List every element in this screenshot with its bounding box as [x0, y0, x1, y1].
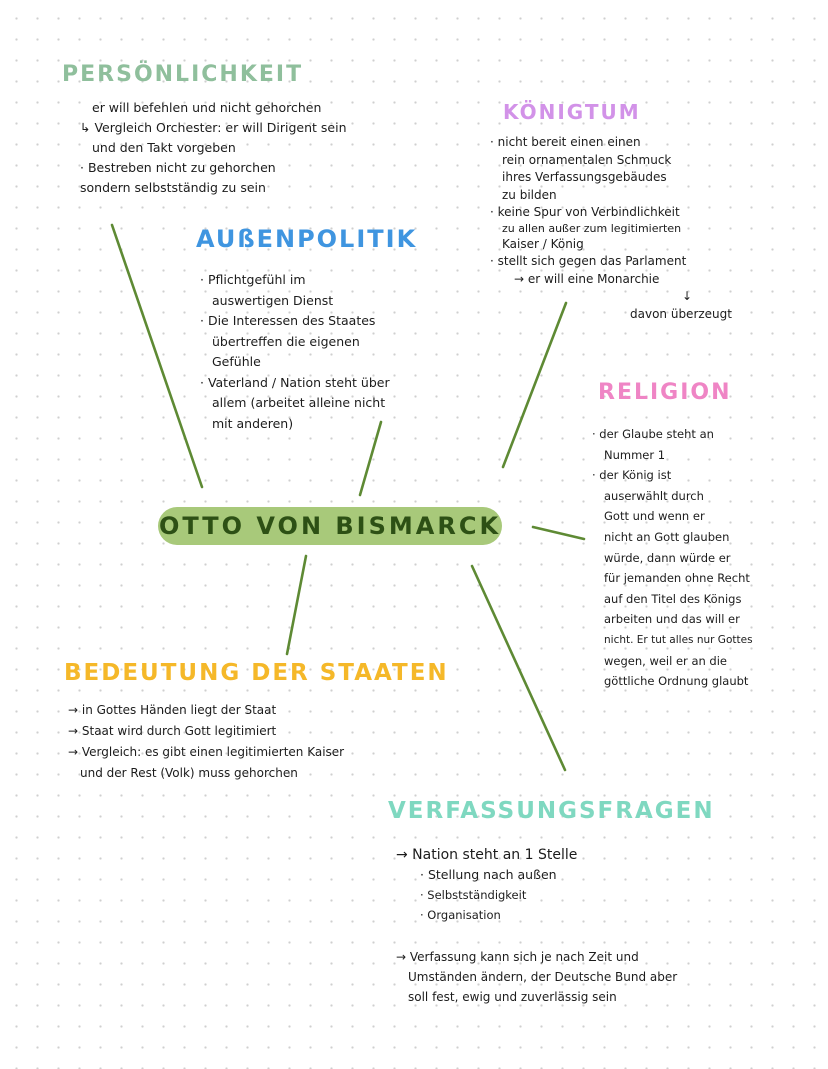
bedeutung-notes [68, 700, 344, 784]
verfassungsfragen-line: → Verfassung kann sich je nach Zeit und [396, 950, 639, 964]
bedeutung-heading: BEDEUTUNG DER STAATEN [64, 660, 449, 686]
aussenpolitik-line: · Vaterland / Nation steht über [200, 374, 390, 390]
konigtum-line: · stellt sich gegen das Parlament [490, 254, 687, 268]
personlichkeit-heading: PERSÖNLICHKEIT [62, 62, 304, 87]
religion-line: auserwählt durch [604, 488, 704, 503]
konigtum-heading: KÖNIGTUM [503, 100, 641, 124]
aussenpolitik-line: mit anderen) [212, 415, 294, 431]
personlichkeit-line: und den Takt vorgeben [92, 140, 236, 155]
aussenpolitik-notes [200, 270, 390, 434]
religion-line: Gott und wenn er [604, 509, 705, 524]
konigtum-line: rein ornamentalen Schmuck [502, 152, 672, 167]
konigtum-line: ihres Verfassungsgebäudes [502, 170, 667, 184]
konigtum-line: zu bilden [502, 187, 557, 202]
center-title: OTTO VON BISMARCK [158, 512, 502, 540]
konigtum-line: · nicht bereit einen einen [490, 135, 641, 149]
aussenpolitik-line: allem (arbeitet alleine nicht [212, 395, 386, 410]
verfassungsfragen-line: → Nation steht an 1 Stelle [396, 847, 578, 863]
aussenpolitik-line: übertreffen die eigenen [212, 333, 360, 349]
konigtum-line: · keine Spur von Verbindlichkeit [490, 205, 680, 219]
religion-line: würde, dann würde er [604, 550, 731, 565]
bedeutung-line: → Vergleich: es gibt einen legitimierten Kaiser [68, 745, 345, 759]
aussenpolitik-line: · Pflichtgefühl im [200, 272, 306, 287]
verfassungsfragen-notes [396, 845, 677, 1007]
konigtum-notes [490, 134, 732, 323]
religion-line: auf den Titel des Königs [604, 591, 742, 606]
konigtum-line: zu allen außer zum legitimierten [502, 221, 682, 235]
connector-bedeutung [287, 556, 306, 654]
konigtum-line: ↓ [682, 289, 693, 303]
verfassungsfragen-line: Umständen ändern, der Deutsche Bund aber [408, 970, 678, 984]
konigtum-line: → er will eine Monarchie [514, 271, 660, 286]
religion-line: arbeiten und das will er [604, 612, 740, 627]
aussenpolitik-line: Gefühle [212, 354, 261, 369]
religion-line: göttliche Ordnung glaubt [604, 674, 749, 689]
religion-line: wegen, weil er an die [604, 653, 728, 668]
religion-notes [592, 424, 753, 692]
bedeutung-line: und der Rest (Volk) muss gehorchen [80, 766, 298, 780]
verfassungsfragen-line: · Stellung nach außen [420, 867, 557, 882]
personlichkeit-line: sondern selbstständig zu sein [80, 180, 266, 195]
verfassungsfragen-line: · Organisation [420, 908, 501, 922]
verfassungsfragen-line: · Selbstständigkeit [420, 888, 527, 902]
connector-religion [533, 527, 584, 539]
religion-heading: RELIGION [598, 380, 732, 405]
religion-line: nicht. Er tut alles nur Gottes [604, 633, 753, 646]
center-node [158, 507, 502, 545]
religion-line: · der Glaube steht an [592, 427, 714, 441]
aussenpolitik-heading: AUßENPOLITIK [196, 225, 418, 253]
religion-line: Nummer 1 [604, 447, 666, 462]
connector-personlichkeit [112, 225, 202, 487]
connector-verfassungsfragen [472, 566, 565, 770]
personlichkeit-line: ↳ Vergleich Orchester: er will Dirigent sein [80, 120, 347, 135]
verfassungsfragen-line: soll fest, ewig und zuverlässig sein [408, 990, 617, 1004]
religion-line: nicht an Gott glauben [604, 529, 730, 544]
connector-konigtum [503, 303, 566, 467]
bedeutung-line: → Staat wird durch Gott legitimiert [68, 724, 277, 738]
personlichkeit-notes [80, 98, 347, 198]
aussenpolitik-line: · Die Interessen des Staates [200, 313, 376, 328]
personlichkeit-line: · Bestreben nicht zu gehorchen [80, 160, 276, 175]
personlichkeit-line: er will befehlen und nicht gehorchen [92, 100, 322, 115]
bedeutung-line: → in Gottes Händen liegt der Staat [68, 703, 277, 717]
religion-line: für jemanden ohne Recht [604, 571, 750, 586]
konigtum-line: davon überzeugt [630, 306, 732, 321]
verfassungsfragen-heading: VERFASSUNGSFRAGEN [388, 798, 715, 824]
konigtum-line: Kaiser / König [502, 236, 584, 251]
aussenpolitik-line: auswertigen Dienst [212, 292, 334, 308]
religion-line: · der König ist [592, 468, 672, 483]
